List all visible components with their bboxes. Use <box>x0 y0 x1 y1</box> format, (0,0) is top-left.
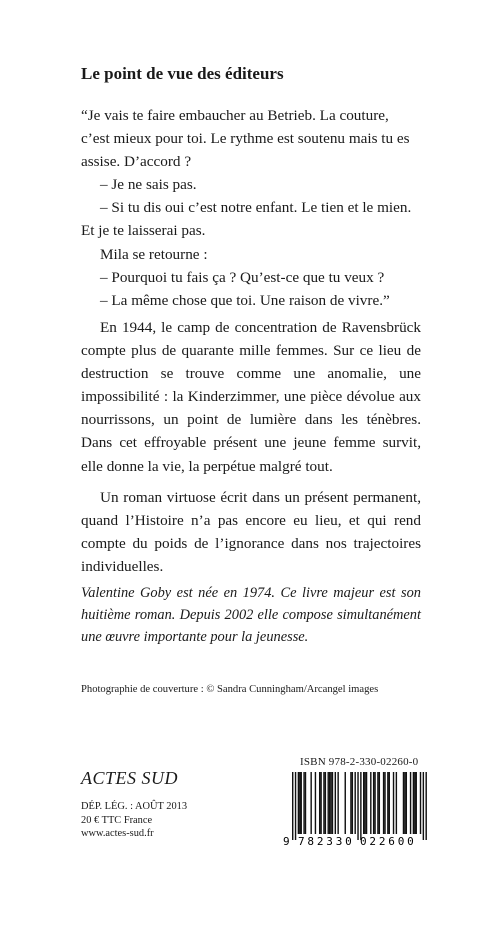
barcode-bar <box>310 772 311 834</box>
publisher-name: ACTES SUD <box>81 768 179 788</box>
author-note: Valentine Goby est née en 1974. Ce livre majeur est son huitième roman. Depuis 2002 elle compose simultanément une œuvre importante pour la jeunesse. <box>81 585 421 645</box>
barcode-bar <box>373 772 374 834</box>
barcode-bar <box>416 772 417 834</box>
barcode-first-digit: 9 <box>283 835 290 848</box>
barcode-bar <box>319 772 320 834</box>
back-cover-heading: Le point de vue des éditeurs <box>81 64 284 83</box>
barcode-bar <box>337 772 338 834</box>
quote-line: Mila se retourne : <box>100 245 208 263</box>
summary-paragraph: En 1944, le camp de concentration de Ravensbrück compte plus de quarante mille femmes. Sur ce lieu de destruction se trouve comme une anomalie, une impossibilité : la Kinderzimmer, une pièce dévolue aux nourrissons, un point de lumière dans les ténèbres. Dans cet effroyable présent une jeune femme survit, elle donne la vie, la perpétue malgré tout. <box>81 319 421 475</box>
barcode-bar <box>423 772 424 840</box>
barcode-bar <box>379 772 380 834</box>
barcode-bar <box>384 772 385 834</box>
quote-line: – La même chose que toi. Une raison de vivre.” <box>100 291 390 309</box>
barcode-bar <box>383 772 384 834</box>
barcode-bar <box>387 772 388 834</box>
barcode-bar <box>425 772 426 840</box>
excerpt-quote <box>81 104 421 312</box>
barcode-bar <box>305 772 306 834</box>
barcode-bar <box>303 772 304 834</box>
barcode-bar <box>298 772 299 834</box>
barcode-bar <box>357 772 358 840</box>
barcode-bar <box>420 772 421 834</box>
barcode-bar <box>301 772 302 834</box>
barcode-bar <box>413 772 414 834</box>
barcode-bar <box>406 772 407 834</box>
quote-line: – Je ne sais pas. <box>100 176 197 194</box>
barcode-bar <box>410 772 411 834</box>
barcode-bar <box>364 772 365 834</box>
barcode-bar <box>396 772 397 834</box>
barcode-bar <box>404 772 405 834</box>
barcode-bar <box>335 772 336 834</box>
summary-paragraph: Un roman virtuose écrit dans un présent permanent, quand l’Histoire n’a pas encore eu lieu, et qui rend compte du poids de l’ignorance dans nos trajectoires individuelles. <box>81 488 421 575</box>
barcode-bar <box>328 772 329 834</box>
barcode-bar <box>350 772 351 834</box>
barcode-bar <box>295 772 296 840</box>
barcode-bar <box>352 772 353 834</box>
barcode-right-digits: 022600 <box>360 835 417 848</box>
book-summary <box>81 316 421 586</box>
legal-deposit: DÉP. LÉG. : AOÛT 2013 <box>81 801 188 812</box>
barcode-bar <box>330 772 331 834</box>
barcode-bar <box>389 772 390 834</box>
quote-line: – Si tu dis oui c’est notre enfant. Le tien et le mien. Et je te laisserai pas. <box>81 199 412 240</box>
price: 20 € TTC France <box>81 814 153 826</box>
barcode-bar <box>414 772 415 834</box>
barcode-bar <box>292 772 293 840</box>
barcode-bar <box>370 772 371 834</box>
barcode-bar <box>374 772 375 834</box>
barcode-bar <box>363 772 364 834</box>
barcode-bar <box>393 772 394 834</box>
barcode-bar <box>329 772 330 834</box>
barcode-bar <box>354 772 355 834</box>
barcode-bar <box>323 772 324 834</box>
barcode-bar <box>332 772 333 834</box>
barcode-bar <box>325 772 326 834</box>
barcode-bar <box>403 772 404 834</box>
barcode-bar <box>366 772 367 834</box>
barcode-left-digits: 782330 <box>298 835 355 848</box>
quote-line: – Pourquoi tu fais ça ? Qu’est-ce que tu veux ? <box>100 268 385 286</box>
legal-info <box>81 800 187 841</box>
photo-credit: Photographie de couverture : © Sandra Cunningham/Arcangel images <box>81 684 379 695</box>
barcode-bar <box>320 772 321 834</box>
quote-line: “Je vais te faire embaucher au Betrieb. La couture, c’est mieux pour toi. Le rythme est soutenu mais tu es assise. D’accord ? <box>81 107 410 171</box>
barcode <box>281 772 431 848</box>
barcode-graphic <box>281 772 431 848</box>
barcode-bar <box>345 772 346 834</box>
isbn-number: ISBN 978-2-330-02260-0 <box>300 756 419 768</box>
publisher-website: www.actes-sud.fr <box>81 828 154 839</box>
barcode-bar <box>360 772 361 840</box>
barcode-bar <box>299 772 300 834</box>
barcode-bar <box>377 772 378 834</box>
barcode-bar <box>315 772 316 834</box>
